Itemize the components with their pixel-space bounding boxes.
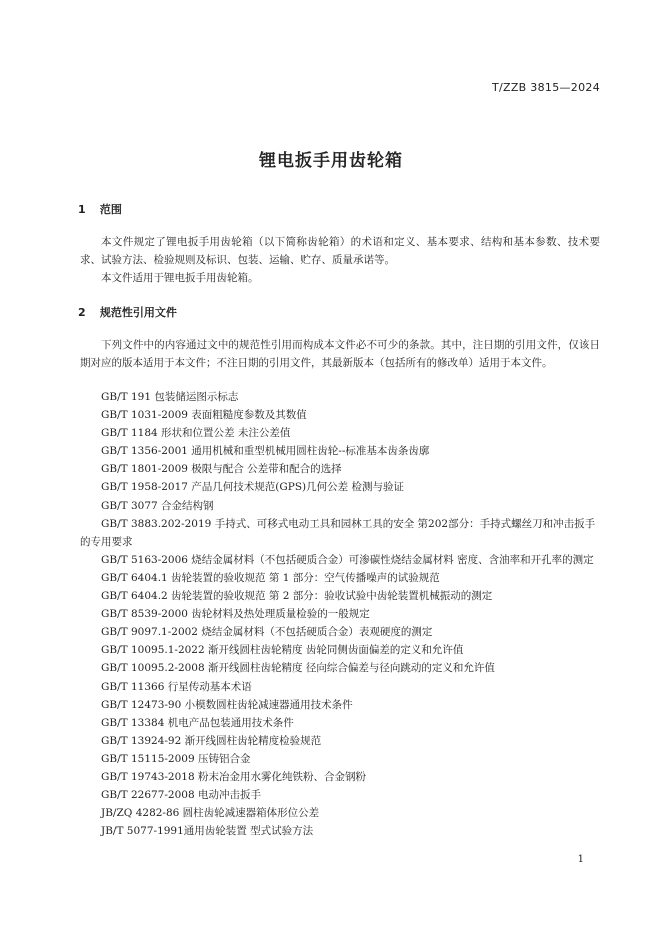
reference-item: GB/T 13384 机电产品包装通用技术条件: [101, 716, 294, 729]
reference-item: GB/T 10095.2-2008 渐开线圆柱齿轮精度 径向综合偏差与径向跳动的定义和允许值: [101, 662, 495, 675]
reference-item: JB/T 5077-1991通用齿轮装置 型式试验方法: [101, 825, 314, 838]
normative-references-list: [80, 388, 600, 840]
document-title: 锂电扳手用齿轮箱: [259, 151, 403, 171]
reference-item: GB/T 15115-2009 压铸铝合金: [101, 752, 251, 765]
reference-item: GB/T 6404.1 齿轮装置的验收规范 第 1 部分：空气传播噪声的试验规范: [101, 571, 440, 584]
reference-item: GB/T 1356-2001 通用机械和重型机械用圆柱齿轮--标准基本齿条齿廓: [101, 445, 430, 458]
page-number: 1: [577, 854, 584, 865]
standard-number: T/ZZB 3815—2024: [491, 81, 600, 94]
reference-item: GB/T 13924-92 渐开线圆柱齿轮精度检验规范: [101, 734, 322, 747]
reference-item: GB/T 8539-2000 齿轮材料及热处理质量检验的一般规定: [101, 608, 370, 621]
section-2-title: 规范性引用文件: [99, 306, 177, 319]
reference-item: GB/T 1031-2009 表面粗糙度参数及其数值: [101, 409, 307, 422]
reference-item: GB/T 10095.1-2022 渐开线圆柱齿轮精度 齿轮同侧齿面偏差的定义和允许值: [101, 644, 464, 657]
scope-paragraph-2: 本文件适用于锂电扳手用齿轮箱。: [101, 272, 259, 284]
reference-item: GB/T 6404.2 齿轮装置的验收规范 第 2 部分：验收试验中齿轮装置机械振动的测定: [101, 590, 493, 603]
reference-item: JB/ZQ 4282-86 圆柱齿轮减速器箱体形位公差: [101, 807, 320, 820]
reference-item: GB/T 3883.202-2019 手持式、可移式电动工具和园林工具的安全 第202部分：手持式螺丝刀和冲击扳手的专用要求: [80, 517, 596, 548]
reference-item: GB/T 1184 形状和位置公差 未注公差值: [101, 427, 291, 440]
reference-item: GB/T 5163-2006 烧结金属材料（不包括硬质合金）可渗碳性烧结金属材料 密度、含油率和开孔率的测定: [101, 553, 594, 566]
reference-item: GB/T 11366 行星传动基本术语: [101, 680, 252, 693]
scope-paragraph-1: 本文件规定了锂电扳手用齿轮箱（以下简称齿轮箱）的术语和定义、基本要求、结构和基本参数、技术要求、试验方法、检验规则及标识、包装、运输、贮存、质量承诺等。: [80, 236, 600, 266]
reference-item: GB/T 1958-2017 产品几何技术规范(GPS)几何公差 检测与验证: [101, 481, 404, 494]
section-1-heading: [78, 201, 122, 217]
section-1-title: 范围: [99, 203, 122, 216]
reference-item: GB/T 191 包装储运图示标志: [101, 391, 239, 403]
reference-item: GB/T 12473-90 小模数圆柱齿轮减速器通用技术条件: [101, 698, 353, 711]
reference-item: GB/T 19743-2018 粉末冶金用水雾化纯铁粉、合金钢粉: [101, 770, 366, 783]
section-2-heading: [78, 304, 177, 320]
reference-item: GB/T 22677-2008 电动冲击扳手: [101, 789, 261, 802]
reference-item: GB/T 9097.1-2002 烧结金属材料（不包括硬质合金）表观硬度的测定: [101, 626, 433, 639]
reference-item: GB/T 1801-2009 极限与配合 公差带和配合的选择: [101, 463, 342, 476]
section-2-number: 2: [78, 306, 86, 319]
section-1-number: 1: [78, 203, 86, 216]
references-intro-paragraph: 下列文件中的内容通过文中的规范性引用而构成本文件必不可少的条款。其中，注日期的引用文件，仅该日期对应的版本适用于本文件；不注日期的引用文件，其最新版本（包括所有的修改单）适用于本文件。: [80, 339, 600, 369]
reference-item: GB/T 3077 合金结构钢: [101, 499, 214, 512]
